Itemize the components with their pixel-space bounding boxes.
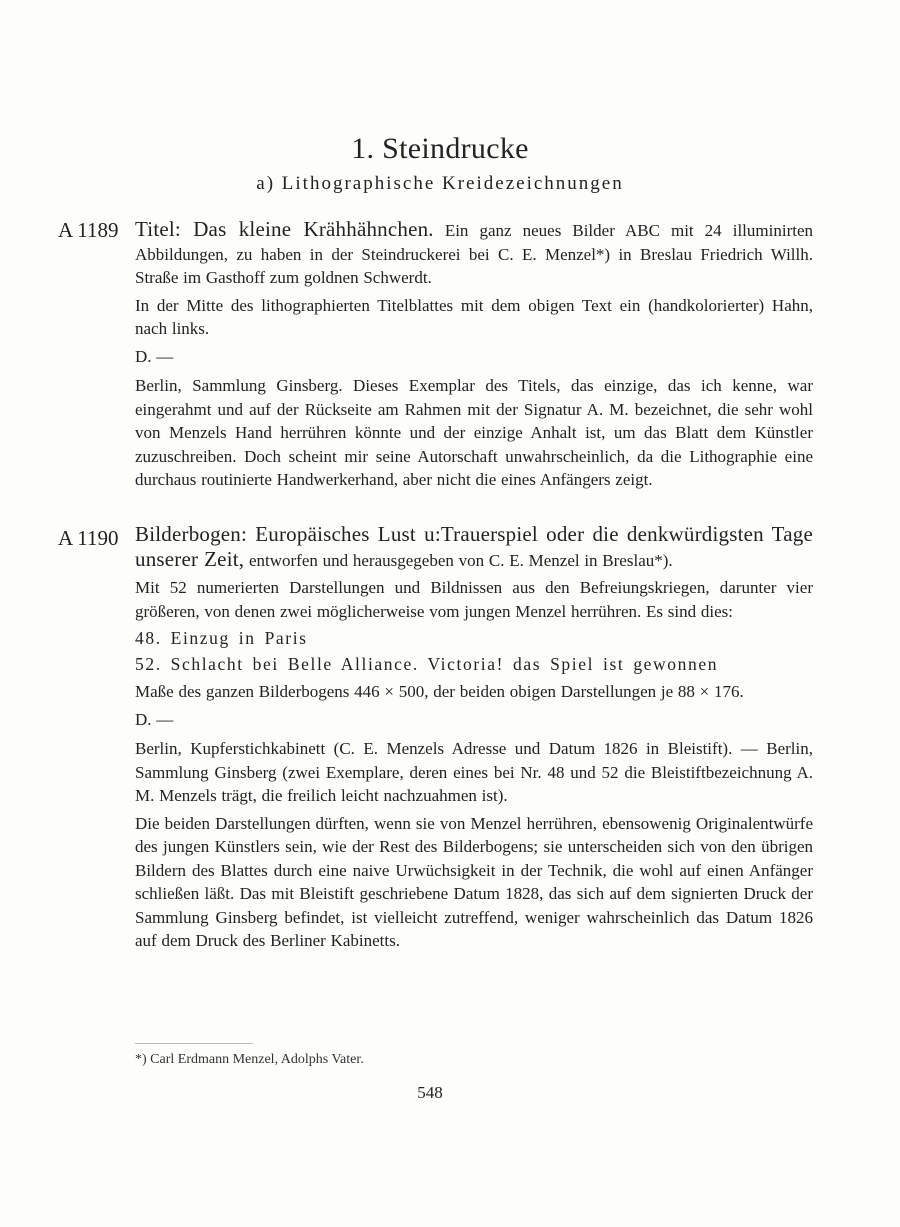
entry-title-lead: Bilderbogen: Europäisches Lust u:Trauerspiel oder die denkwürdigsten Tage unserer Zeit, bbox=[135, 522, 813, 571]
entry-description: Mit 52 numerierten Darstellungen und Bildnissen aus den Befreiungskriegen, darunter vier größeren, von denen zwei möglicherweise vom jungen Menzel herrühren. Es sind dies: bbox=[135, 578, 813, 621]
entry-number: A 1189 bbox=[58, 218, 119, 242]
entry-d-mark: D. — bbox=[135, 346, 174, 366]
entry-title bbox=[135, 523, 813, 572]
entry-location: Berlin, Sammlung Ginsberg. Dieses Exemplar des Titels, das einzige, das ich kenne, war eingerahmt und auf der Rückseite am Rahmen mit der Signatur A. M. bezeichnet, die sehr wohl von Menzels Hand herrühren könnte und der einzige Anhalt ist, um das Blatt dem Künstler zuzuschreiben. Doch scheint mir seine Autorschaft unwahrscheinlich, da die Lithographie eine durchaus routinierte Handwerkerhand, aber nicht die eines Anfängers zeigt. bbox=[135, 376, 813, 489]
entry-title-rest: Ein ganz neues Bilder ABC mit 24 illuminirten Abbildungen, zu haben in der Steindruckerei bei C. E. Menzel*) in Breslau Friedrich Willh. Straße im Gasthoff zum goldnen Schwerdt. bbox=[135, 221, 814, 287]
entry-title bbox=[135, 218, 813, 290]
section-heading: 1. Steindrucke bbox=[351, 132, 529, 165]
page-number: 548 bbox=[417, 1083, 443, 1102]
entry-description: In der Mitte des lithographierten Titelblattes mit dem obigen Text ein (handkolorierter) Hahn, nach links. bbox=[135, 295, 813, 338]
entry-title-lead: Titel: Das kleine Krähhähnchen. bbox=[135, 217, 434, 241]
catalog-entry bbox=[135, 218, 813, 492]
entry-number: A 1190 bbox=[58, 526, 119, 550]
catalog-entry bbox=[135, 523, 813, 953]
section-subheading: a) Lithographische Kreidezeichnungen bbox=[256, 173, 624, 194]
entry-measures: Maße des ganzen Bilderbogens 446 × 500, der beiden obigen Darstellungen je 88 × 176. bbox=[135, 682, 744, 701]
footnote-rule bbox=[135, 1043, 253, 1044]
footnote: *) Carl Erdmann Menzel, Adolphs Vater. bbox=[135, 1052, 364, 1067]
entry-title-rest: entworfen und herausgegeben von C. E. Menzel in Breslau*). bbox=[244, 550, 673, 570]
plate-item: 52. Schlacht bei Belle Alliance. Victoria! das Spiel ist gewonnen bbox=[135, 653, 719, 674]
entry-d-mark: D. — bbox=[135, 709, 174, 729]
entry-location: Berlin, Kupferstichkabinett (C. E. Menzels Adresse und Datum 1826 in Bleistift). — Berlin, Sammlung Ginsberg (zwei Exemplare, deren eines bei Nr. 48 und 52 die Bleistiftbezeichnung A. M. Menzels trägt, die freilich leicht nachzuahmen ist). bbox=[135, 739, 813, 805]
plate-item: 48. Einzug in Paris bbox=[135, 628, 308, 648]
entry-commentary: Die beiden Darstellungen dürften, wenn sie von Menzel herrühren, ebensowenig Originalentwürfe des jungen Künstlers sein, wie der Rest des Bilderbogens; sie unterscheiden sich von den übrigen Bildern des Blattes durch eine naive Urwüchsigkeit in der Technik, die wohl auf einen Anfänger schließen läßt. Das mit Bleistift geschriebene Datum 1828, das sich auf dem signierten Druck der Sammlung Ginsberg befindet, ist vielleicht zutreffend, weniger wahrscheinlich das Datum 1826 auf dem Druck des Berliner Kabinetts. bbox=[135, 813, 813, 950]
